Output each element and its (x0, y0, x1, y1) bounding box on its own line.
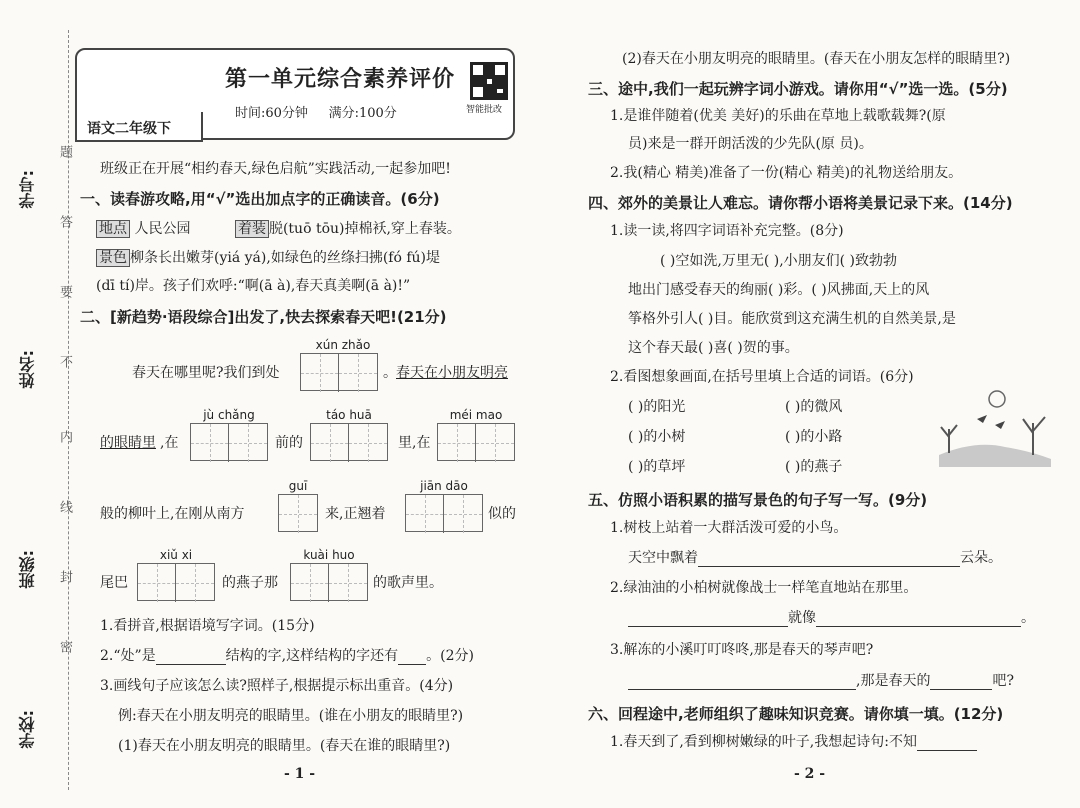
s3-question-1-cont: 员)来是一群开朗活泼的少先队(原 员)。 (628, 136, 873, 152)
writing-grid[interactable] (190, 423, 268, 461)
fill-blank[interactable]: ( )的草坪 (628, 459, 686, 475)
section-6-title: 六、回程途中,老师组织了趣味知识竞赛。请你填一填。(12分) (588, 705, 1004, 723)
s5-answer-3: ,那是春天的 吧? (628, 672, 1014, 690)
seal-char: 内 (57, 430, 72, 443)
fill-blank[interactable]: ( )的小路 (785, 429, 843, 445)
writing-grid[interactable] (290, 563, 368, 601)
answer-blank[interactable] (816, 613, 1021, 627)
seal-line (68, 30, 69, 790)
s1-line-1: 地点 人民公园 着装 脱(tuō tōu)掉棉袄,穿上春装。 (96, 220, 461, 238)
intro-text: 班级正在开展“相约春天,绿色启航”实践活动,一起参加吧! (100, 161, 451, 177)
section-5-title: 五、仿照小语积累的描写景色的句子写一写。(9分) (588, 491, 928, 509)
writing-grid[interactable] (300, 353, 378, 391)
pinyin-label: xiǔ xi (159, 548, 193, 562)
small-tree-icon (1023, 417, 1045, 455)
question-3: 3.画线句子应该怎么读?照样子,根据提示标出重音。(4分) (100, 678, 454, 694)
passage-text: 来,正翘着 (325, 506, 386, 522)
example-sentence: 例:春天在小朋友明亮的眼睛里。(谁在小朋友的眼睛里?) (118, 708, 464, 724)
s5-answer-2: 就像 。 (628, 609, 1035, 627)
seal-char: 题 (57, 145, 72, 158)
idiom-fill-line[interactable]: 筝格外引人( )目。能欣赏到这充满生机的自然美景,是 (628, 311, 956, 327)
swallow-icon (977, 415, 1005, 429)
student-id-label: 学号: (18, 170, 37, 209)
answer-blank[interactable] (398, 651, 426, 665)
writing-grid[interactable] (137, 563, 215, 601)
answer-blank[interactable] (698, 553, 960, 567)
exam-meta: 时间:60分钟 满分:100分 (235, 106, 397, 121)
s5-answer-1: 天空中飘着 云朵。 (628, 550, 1002, 566)
small-tree-icon (941, 425, 957, 453)
passage-text: 的歌声里。 (373, 575, 443, 591)
idiom-fill-line[interactable]: 地出门感受春天的绚丽( )彩。( )风拂面,天上的风 (628, 282, 930, 298)
name-label: 姓名: (18, 350, 37, 389)
pinyin-label: táo huā (326, 408, 372, 422)
qr-label: 智能批改 (466, 105, 503, 115)
section-1-title: 一、读春游攻略,用“√”选出加点字的正确读音。(6分) (80, 190, 440, 208)
underlined-sentence: 春天在小朋友明亮 (396, 365, 508, 381)
pinyin-label: guī (288, 479, 308, 493)
page-title: 第一单元综合素养评价 (225, 66, 456, 92)
answer-blank[interactable] (156, 651, 226, 665)
sub-question-1: (1)春天在小朋友明亮的眼睛里。(春天在谁的眼睛里?) (118, 738, 451, 754)
seal-char: 封 (57, 570, 72, 583)
sub-question-2: (2)春天在小朋友明亮的眼睛里。(春天在小朋友怎样的眼睛里?) (622, 51, 1011, 67)
answer-blank[interactable] (628, 676, 856, 690)
seal-char: 答 (57, 215, 72, 228)
s3-question-1: 1.是谁伴随着(优美 美好)的乐曲在草地上载歌载舞?(原 (610, 108, 946, 124)
writing-grid[interactable] (437, 423, 515, 461)
underlined-sentence: 的眼睛里 (100, 435, 156, 451)
pinyin-label: méi mao (449, 408, 503, 422)
seal-char: 不 (57, 355, 72, 368)
s4-question-2: 2.看图想象画面,在括号里填上合适的词语。(6分) (610, 369, 914, 385)
s1-line-3: (dī tí)岸。孩子们欢呼:“啊(ā à),春天真美啊(ā à)!” (96, 278, 411, 294)
section-3-title: 三、途中,我们一起玩辨字词小游戏。请你用“√”选一选。(5分) (588, 80, 1008, 98)
question-1: 1.看拼音,根据语境写字词。(15分) (100, 618, 315, 634)
seal-char: 要 (57, 285, 72, 298)
passage-text: 般的柳叶上,在刚从南方 (100, 506, 245, 522)
qr-code-icon[interactable] (470, 62, 508, 100)
passage-text: ,在 (160, 435, 179, 451)
s5-question-3: 3.解冻的小溪叮叮咚咚,那是春天的琴声吧? (610, 642, 874, 658)
pinyin-label: xún zhǎo (315, 338, 371, 352)
seal-char: 密 (57, 640, 72, 653)
s5-question-2: 2.绿油油的小柏树就像战士一样笔直地站在那里。 (610, 580, 918, 596)
school-label: 学校: (18, 710, 37, 749)
fill-blank[interactable]: ( )的小树 (628, 429, 686, 445)
s5-question-1: 1.树枝上站着一大群活泼可爱的小鸟。 (610, 520, 848, 536)
pinyin-label: kuài huo (303, 548, 355, 562)
s4-question-1: 1.读一读,将四字词语补充完整。(8分) (610, 223, 844, 239)
pinyin-label: jù chǎng (203, 408, 255, 422)
section-2-title: 二、[新趋势·语段综合]出发了,快去探索春天吧!(21分) (80, 308, 447, 326)
passage-text: 前的 (275, 435, 303, 451)
writing-grid[interactable] (405, 494, 483, 532)
passage-text: 。 (383, 365, 397, 381)
answer-blank[interactable] (628, 613, 788, 627)
grass-hill (939, 445, 1051, 467)
passage-text: 春天在哪里呢?我们到处 (132, 365, 280, 381)
section-4-title: 四、郊外的美景让人难忘。请你帮小语将美景记录下来。(14分) (588, 194, 1013, 212)
s1-line-2: 景色 柳条长出嫩芽(yiá yá),如绿色的丝绦扫拂(fó fú)堤 (96, 249, 440, 267)
spring-scene-illustration (935, 385, 1053, 467)
idiom-fill-line[interactable]: 这个春天最( )喜( )贺的事。 (628, 340, 799, 356)
fill-blank[interactable]: ( )的燕子 (785, 459, 843, 475)
answer-blank[interactable] (930, 676, 992, 690)
s6-question-1: 1.春天到了,看到柳树嫩绿的叶子,我想起诗句:不知 (610, 733, 977, 751)
passage-text: 似的 (488, 506, 516, 522)
answer-blank[interactable] (917, 737, 977, 751)
pinyin-label: jiān dāo (420, 479, 468, 493)
passage-text: 尾巴 (100, 575, 128, 591)
page-number: - 1 - (284, 766, 316, 782)
question-2: 2.“处”是 结构的字,这样结构的字还有 。(2分) (100, 648, 474, 664)
s3-question-2: 2.我(精心 精美)准备了一份(精心 精美)的礼物送给朋友。 (610, 165, 963, 181)
sun-icon (989, 391, 1005, 407)
grade-tab: 语文二年级下 (75, 112, 203, 142)
writing-grid[interactable] (278, 494, 318, 532)
page-number: - 2 - (794, 766, 826, 782)
passage-text: 里,在 (398, 435, 431, 451)
binding-margin (8, 30, 78, 790)
class-label: 班级: (18, 550, 37, 589)
writing-grid[interactable] (310, 423, 388, 461)
fill-blank[interactable]: ( )的阳光 (628, 399, 686, 415)
fill-blank[interactable]: ( )的微风 (785, 399, 843, 415)
idiom-fill-line[interactable]: ( )空如洗,万里无( ),小朋友们( )致勃勃 (660, 253, 898, 269)
passage-text: 的燕子那 (222, 575, 278, 591)
seal-char: 线 (57, 500, 72, 513)
